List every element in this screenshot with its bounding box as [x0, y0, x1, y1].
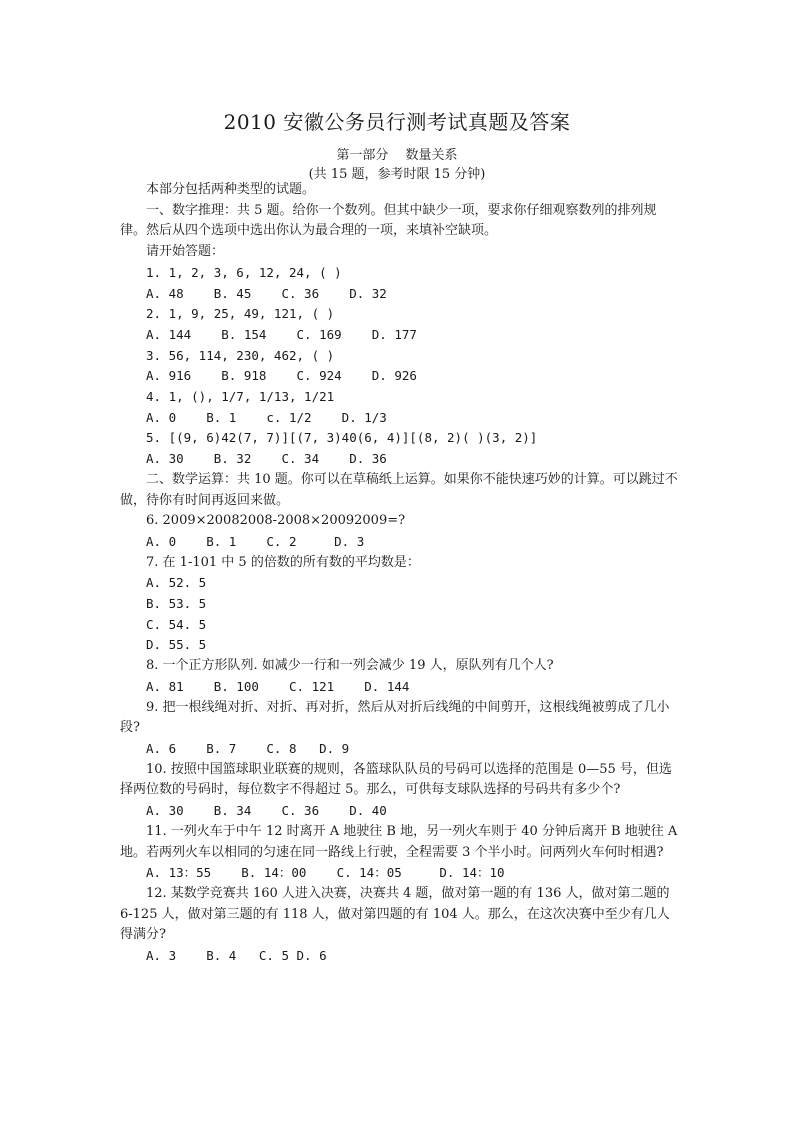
- question-4-options: A. 0 B. 1 c. 1/2 D. 1/3: [146, 409, 387, 425]
- question-7: 7. 在 1-101 中 5 的倍数的所有数的平均数是：: [146, 554, 420, 570]
- part1-description: 一、数字推理：共 5 题。给你一个数列。但其中缺少一项，要求你仔细观察数列的排列规律。然后从四个选项中选出你认为最合理的一项，来填补空缺项。: [120, 202, 657, 239]
- time-note: (共 15 题，参考时限 15 分钟): [308, 167, 486, 182]
- question-5: 5. [(9, 6)42(7, 7)][(7, 3)40(6, 4)][(8, 2)( )(3, 2)]: [146, 430, 538, 446]
- start-prompt: 请开始答题：: [146, 244, 225, 260]
- question-12-options: A. 3 B. 4 C. 5 D. 6: [146, 948, 327, 964]
- question-7-option-a: A. 52. 5: [146, 575, 207, 591]
- question-3: 3. 56, 114, 230, 462, ( ): [146, 347, 335, 363]
- question-5-options: A. 30 B. 32 C. 34 D. 36: [146, 451, 387, 467]
- question-8: 8. 一个正方形队列. 如减少一行和一列会减少 19 人，原队列有几个人?: [146, 658, 554, 674]
- question-7-option-b: B. 53. 5: [146, 596, 207, 612]
- question-2: 2. 1, 9, 25, 49, 121, ( ): [146, 306, 335, 322]
- question-9: 9. 把一根线绳对折、对折、再对折，然后从对折后线绳的中间剪开，这根线绳被剪成了几小段?: [120, 699, 670, 736]
- section-heading: 第一部分 数量关系: [336, 148, 458, 163]
- question-4: 4. 1, (), 1/7, 1/13, 1/21: [146, 389, 335, 405]
- question-10-options: A. 30 B. 34 C. 36 D. 40: [146, 803, 387, 819]
- intro-text: 本部分包括两种类型的试题。: [146, 182, 316, 197]
- question-7-option-c: C. 54. 5: [146, 616, 207, 632]
- question-11-options: A. 13：55 B. 14：00 C. 14：05 D. 14：10: [146, 865, 505, 881]
- question-2-options: A. 144 B. 154 C. 169 D. 177: [146, 326, 417, 342]
- part2-description: 二、数学运算：共 10 题。你可以在草稿纸上运算。如果你不能快速巧妙的计算。可以跳过不做，待你有时间再返回来做。: [120, 471, 678, 508]
- question-10: 10. 按照中国篮球职业联赛的规则，各篮球队队员的号码可以选择的范围是 0—55 号，但选择两位数的号码时，每位数字不得超过 5。那么，可供每支球队选择的号码共有多少个?: [120, 761, 672, 798]
- question-12: 12. 某数学竞赛共 160 人进入决赛，决赛共 4 题，做对第一题的有 136 人，做对第二题的 6-125 人，做对第三题的有 118 人，做对第四题的有 104 人。那么，在这次决赛中至少有几人得满分?: [120, 885, 670, 943]
- question-3-options: A. 916 B. 918 C. 924 D. 926: [146, 368, 417, 384]
- question-1-options: A. 48 B. 45 C. 36 D. 32: [146, 285, 387, 301]
- question-6-options: A. 0 B. 1 C. 2 D. 3: [146, 533, 365, 549]
- question-11: 11. 一列火车于中午 12 时离开 A 地驶往 B 地，另一列火车则于 40 分钟后离开 B 地驶往 A 地。若两列火车以相同的匀速在同一路线上行驶，全程需要 3 个半小时。问两列火车何时相遇?: [120, 823, 678, 860]
- question-6: 6. 2009×20082008-2008×20092009=?: [146, 513, 406, 529]
- question-body: [120, 180, 680, 967]
- question-9-options: A. 6 B. 7 C. 8 D. 9: [146, 740, 350, 756]
- document-title: 2010 安徽公务员行测考试真题及答案: [223, 110, 571, 134]
- question-1: 1. 1, 2, 3, 6, 12, 24, ( ): [146, 264, 342, 280]
- question-8-options: A. 81 B. 100 C. 121 D. 144: [146, 678, 410, 694]
- question-7-option-d: D. 55. 5: [146, 637, 207, 653]
